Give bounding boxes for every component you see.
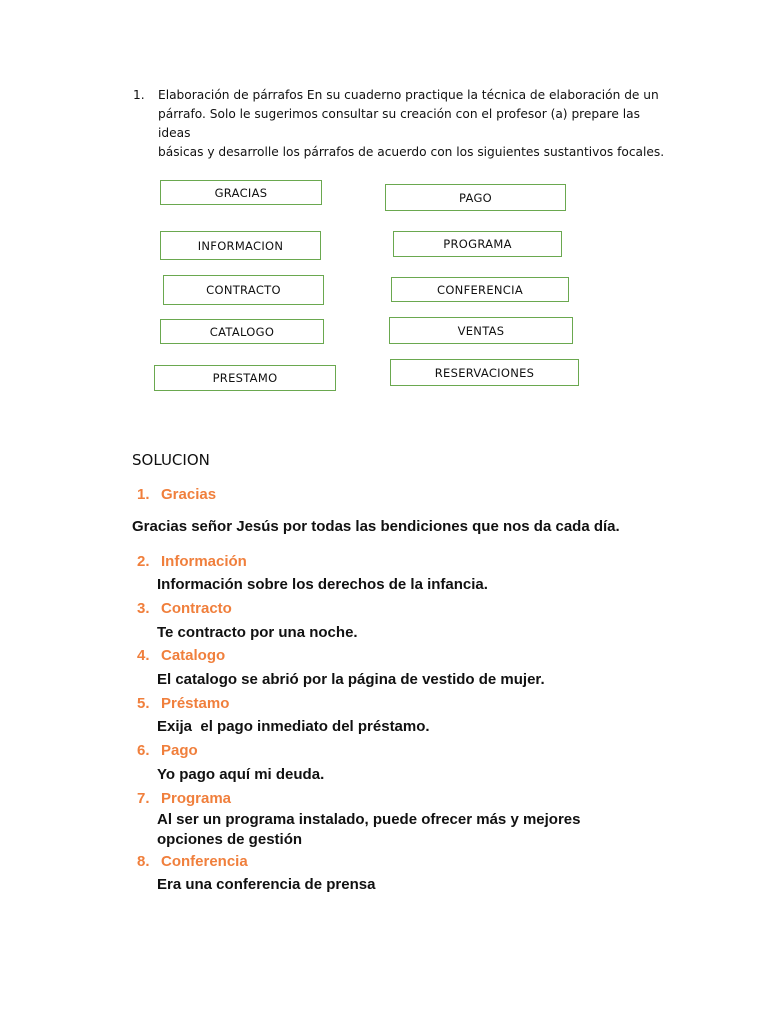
text-line: Al ser un programa instalado, puede ofrecer más y mejores [157, 811, 581, 828]
solution-title: SOLUCION [132, 451, 210, 469]
item-heading: Gracias [161, 486, 217, 503]
solution-heading-7 [137, 790, 231, 807]
item-heading: Pago [161, 742, 198, 759]
item-number: 4. [137, 647, 150, 664]
word-box-ventas: VENTAS [389, 317, 573, 344]
exercise-number: 1. [133, 88, 145, 102]
instruction-line: básicas y desarrolle los párrafos de acuerdo con los siguientes sustantivos focales. [158, 145, 665, 159]
item-heading: Programa [161, 790, 232, 807]
word-box-informacion: INFORMACION [160, 231, 321, 260]
item-number: 3. [137, 600, 150, 617]
item-heading: Conferencia [161, 853, 248, 870]
item-number: 7. [137, 790, 150, 807]
text-line: opciones de gestión [157, 831, 303, 848]
solution-heading-1 [137, 486, 216, 503]
solution-text-7 [157, 810, 580, 850]
solution-heading-8 [137, 853, 248, 870]
solution-text-6: Yo pago aquí mi deuda. [157, 766, 325, 783]
word-box-programa: PROGRAMA [393, 231, 562, 257]
item-heading: Información [161, 553, 247, 570]
solution-text-2: Información sobre los derechos de la infancia. [157, 576, 488, 593]
item-number: 6. [137, 742, 150, 759]
solution-text-3: Te contracto por una noche. [157, 624, 358, 641]
instruction-line: Elaboración de párrafos En su cuaderno practique la técnica de elaboración de un [158, 88, 659, 102]
word-box-reservaciones: RESERVACIONES [390, 359, 579, 386]
exercise-instructions [133, 86, 673, 162]
solution-heading-4 [137, 647, 225, 664]
instruction-line: párrafo. Solo le sugerimos consultar su creación con el profesor (a) prepare las ideas [158, 107, 640, 140]
item-heading: Préstamo [161, 695, 230, 712]
item-number: 1. [137, 486, 150, 503]
word-box-prestamo: PRESTAMO [154, 365, 336, 391]
solution-text-1: Gracias señor Jesús por todas las bendiciones que nos da cada día. [132, 518, 620, 535]
solution-heading-2 [137, 553, 247, 570]
item-number: 2. [137, 553, 150, 570]
item-heading: Catalogo [161, 647, 226, 664]
word-box-conferencia: CONFERENCIA [391, 277, 569, 302]
item-number: 5. [137, 695, 150, 712]
solution-text-5: Exija el pago inmediato del préstamo. [157, 718, 430, 735]
item-heading: Contracto [161, 600, 232, 617]
solution-text-8: Era una conferencia de prensa [157, 876, 376, 893]
word-box-contracto: CONTRACTO [163, 275, 324, 305]
item-number: 8. [137, 853, 150, 870]
solution-heading-5 [137, 695, 229, 712]
word-box-catalogo: CATALOGO [160, 319, 324, 344]
word-box-pago: PAGO [385, 184, 566, 211]
solution-heading-3 [137, 600, 232, 617]
solution-text-4: El catalogo se abrió por la página de vestido de mujer. [157, 671, 545, 688]
solution-heading-6 [137, 742, 198, 759]
word-box-gracias: GRACIAS [160, 180, 322, 205]
